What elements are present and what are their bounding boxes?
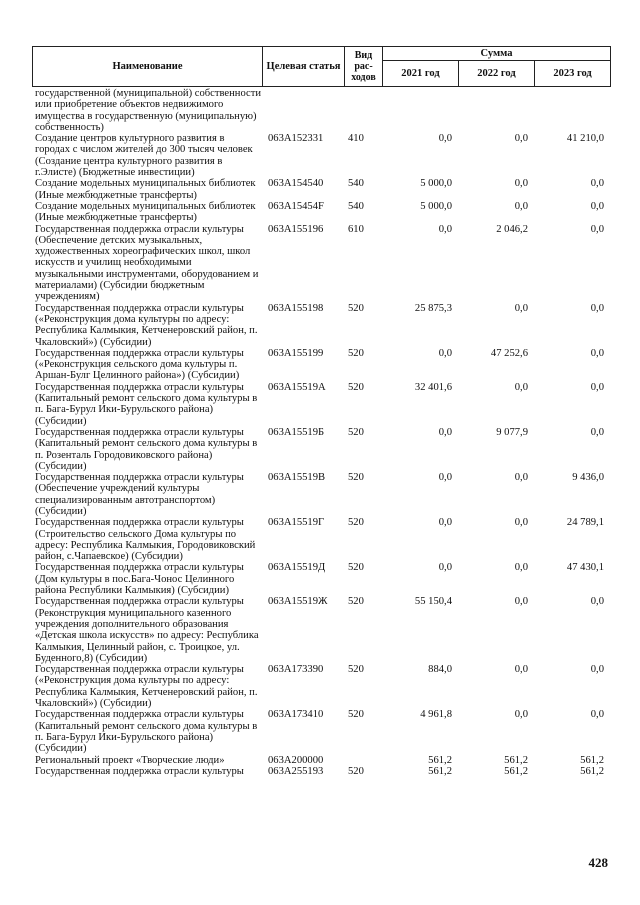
- cell-kind: 520: [348, 472, 364, 484]
- cell-2023: 0,0: [590, 381, 604, 393]
- cell-name: Создание центров культурного развития в городах с числом жителей до 300 тысяч человек (Создание центра культурного развития в г.Элисте) (Бюджетные инвестиции): [35, 133, 253, 179]
- cell-code: 063А15519Ж: [268, 596, 328, 608]
- cell-2022: 2 046,2: [496, 223, 528, 235]
- table-row: [32, 303, 610, 348]
- table-row: [32, 348, 610, 382]
- cell-2022: 561,2: [504, 765, 528, 777]
- cell-code: 063А155198: [268, 302, 324, 314]
- cell-2023: 24 789,1: [566, 517, 604, 529]
- table-row: [32, 709, 610, 754]
- cell-code: 063А173410: [268, 709, 324, 721]
- cell-2022: 0,0: [514, 381, 528, 393]
- cell-name: Государственная поддержка отрасли культуры (Капитальный ремонт сельского дома культуры в п. Бага-Бурул Ики-Бурульского района) (Субсидии): [35, 709, 258, 755]
- cell-2023: 47 430,1: [566, 562, 604, 574]
- table-row: [32, 382, 610, 427]
- table-row: [32, 88, 610, 133]
- cell-2022: 0,0: [514, 472, 528, 484]
- table-row: [32, 517, 610, 562]
- cell-2023: 41 210,0: [566, 133, 604, 145]
- header-2022: 2022 год: [459, 61, 535, 87]
- header-name: Наименование: [33, 47, 263, 87]
- cell-name: Государственная поддержка отрасли культуры (Дом культуры в пос.Бага-Чонос Целинного района Республики Калмыкия) (Субсидии): [35, 562, 244, 597]
- cell-kind: 520: [348, 765, 364, 777]
- cell-kind: 520: [348, 562, 364, 574]
- cell-code: 063А155196: [268, 223, 324, 235]
- cell-code: 063А154540: [268, 178, 324, 190]
- cell-2023: 0,0: [590, 200, 604, 212]
- header-2023: 2023 год: [535, 61, 611, 87]
- header-2021: 2021 год: [383, 61, 459, 87]
- cell-kind: [344, 755, 382, 766]
- cell-kind: 520: [348, 596, 364, 608]
- cell-2021: 25 875,3: [414, 302, 452, 314]
- cell-2021: 561,2: [428, 754, 452, 766]
- cell-2022: 561,2: [504, 754, 528, 766]
- cell-2021: 0,0: [438, 517, 452, 529]
- cell-2021: 5 000,0: [420, 178, 452, 190]
- cell-code: 063А200000: [268, 754, 324, 766]
- cell-name: Государственная поддержка отрасли культуры («Реконструкция дома культуры по адресу: Республика Калмыкия, Кетченеровский район, п. Чкаловский») (Субсидии): [35, 664, 258, 710]
- cell-2023: 0,0: [590, 347, 604, 359]
- cell-kind: 520: [348, 517, 364, 529]
- cell-2022: 0,0: [514, 709, 528, 721]
- cell-kind: 520: [348, 347, 364, 359]
- table-body: [32, 88, 610, 777]
- cell-2022: 0,0: [514, 200, 528, 212]
- cell-2021: [382, 88, 458, 133]
- cell-2023: 0,0: [590, 178, 604, 190]
- cell-name: Государственная поддержка отрасли культуры (Капитальный ремонт сельского дома культуры в п. Бага-Бурул Ики-Бурульского района) (Субсидии): [35, 381, 258, 427]
- cell-2021: 4 961,8: [420, 709, 452, 721]
- table-row: [32, 664, 610, 709]
- cell-2021: 32 401,6: [414, 381, 452, 393]
- cell-kind: 520: [348, 426, 364, 438]
- cell-2023: 0,0: [590, 709, 604, 721]
- cell-name: Государственная поддержка отрасли культуры (Капитальный ремонт сельского дома культуры в п. Розенталь Городовиковского района) (Субсидии): [35, 426, 258, 472]
- cell-kind: 410: [348, 133, 364, 145]
- cell-kind: 540: [348, 200, 364, 212]
- cell-code: 063А255193: [268, 765, 324, 777]
- cell-2023: 0,0: [590, 223, 604, 235]
- header-sum: Сумма: [383, 47, 611, 61]
- cell-name: Региональный проект «Творческие люди»: [35, 754, 225, 766]
- cell-kind: 520: [348, 664, 364, 676]
- cell-2023: 0,0: [590, 596, 604, 608]
- cell-kind: 540: [348, 178, 364, 190]
- cell-2021: 561,2: [428, 765, 452, 777]
- cell-2022: 47 252,6: [490, 347, 528, 359]
- cell-name: Государственная поддержка отрасли культуры (Обеспечение учреждений культуры специализированным автотранспортом) (Субсидии): [35, 472, 244, 517]
- cell-code: 063А15519Д: [268, 562, 326, 574]
- table-row: [32, 201, 610, 224]
- cell-code: 063А15454F: [268, 200, 324, 212]
- cell-code: 063А173390: [268, 664, 324, 676]
- cell-2022: 0,0: [514, 302, 528, 314]
- cell-2023: 561,2: [580, 765, 604, 777]
- cell-kind: 520: [348, 381, 364, 393]
- cell-2023: 9 436,0: [572, 472, 604, 484]
- cell-2021: 0,0: [438, 562, 452, 574]
- cell-2023: 0,0: [590, 302, 604, 314]
- header-kind: Вид рас-ходов: [345, 47, 383, 87]
- table-row: [32, 596, 610, 664]
- cell-2022: 0,0: [514, 133, 528, 145]
- cell-2022: 0,0: [514, 664, 528, 676]
- cell-2023: 0,0: [590, 664, 604, 676]
- cell-kind: 520: [348, 709, 364, 721]
- cell-2022: 0,0: [514, 517, 528, 529]
- cell-name: Государственная поддержка отрасли культуры (Строительство сельского Дома культуры по адресу: Республика Калмыкия, Городовиковский район, с.Чапаевское) (Субсидии): [35, 517, 256, 563]
- cell-2022: [458, 88, 534, 133]
- table-row: [32, 562, 610, 596]
- cell-name: Государственная поддержка отрасли культуры («Реконструкция дома культуры по адресу: Республика Калмыкия, Кетченеровский район, п. Чкаловский») (Субсидии): [35, 302, 258, 348]
- cell-name: Государственная поддержка отрасли культуры («Реконструкция сельского дома культуры п. Аршан-Булг Целинного района») (Субсидии): [35, 347, 244, 382]
- cell-code: 063А152331: [268, 133, 324, 145]
- table-row: [32, 472, 610, 517]
- cell-2022: 0,0: [514, 596, 528, 608]
- cell-name: Государственная поддержка отрасли культуры (Реконструкция муниципального казенного учреждения дополнительного образования «Детская школа искусств» по адресу: Республика Калмыкия, Целинный район, с. Троицкое, ул. Буденного,8) (Субсидии): [35, 596, 259, 664]
- cell-code: 063А155199: [268, 347, 324, 359]
- page-number: 428: [588, 855, 608, 870]
- cell-name: государственной (муниципальной) собственности или приобретение объектов недвижимого имущества в государственную (муниципальную) собственность): [35, 88, 262, 133]
- table-row: [32, 224, 610, 303]
- cell-2022: 0,0: [514, 562, 528, 574]
- cell-kind: [344, 88, 382, 133]
- cell-2023: 561,2: [580, 754, 604, 766]
- table-header: [32, 46, 611, 87]
- table-row: [32, 178, 610, 201]
- cell-2021: 0,0: [438, 347, 452, 359]
- cell-name: Государственная поддержка отрасли культуры: [35, 765, 244, 777]
- cell-code: 063А15519Б: [268, 426, 325, 438]
- cell-code: [262, 88, 344, 133]
- cell-2021: 0,0: [438, 426, 452, 438]
- cell-name: Государственная поддержка отрасли культуры (Обеспечение детских музыкальных, художественных хореографических школ, школ искусств и училищ необходимыми музыкальными инструментами, оборудованием и материалами) (Субсидии бюджетным учреждениям): [35, 223, 259, 303]
- header-code: Целевая статья: [263, 47, 345, 87]
- table-row: [32, 755, 610, 766]
- cell-kind: 520: [348, 302, 364, 314]
- cell-2023: [534, 88, 610, 133]
- cell-2021: 884,0: [428, 664, 452, 676]
- cell-code: 063А15519В: [268, 472, 326, 484]
- cell-2021: 0,0: [438, 472, 452, 484]
- cell-2021: 0,0: [438, 133, 452, 145]
- cell-2022: 0,0: [514, 178, 528, 190]
- cell-2023: 0,0: [590, 426, 604, 438]
- table-row: [32, 766, 610, 777]
- cell-2021: 5 000,0: [420, 200, 452, 212]
- cell-2022: 9 077,9: [496, 426, 528, 438]
- cell-code: 063А15519Г: [268, 517, 325, 529]
- table-row: [32, 427, 610, 472]
- cell-2021: 55 150,4: [414, 596, 452, 608]
- table-row: [32, 133, 610, 178]
- cell-2021: 0,0: [438, 223, 452, 235]
- cell-name: Создание модельных муниципальных библиотек (Иные межбюджетные трансферты): [35, 178, 256, 201]
- cell-code: 063А15519А: [268, 381, 326, 393]
- cell-kind: 610: [348, 223, 364, 235]
- cell-name: Создание модельных муниципальных библиотек (Иные межбюджетные трансферты): [35, 200, 256, 224]
